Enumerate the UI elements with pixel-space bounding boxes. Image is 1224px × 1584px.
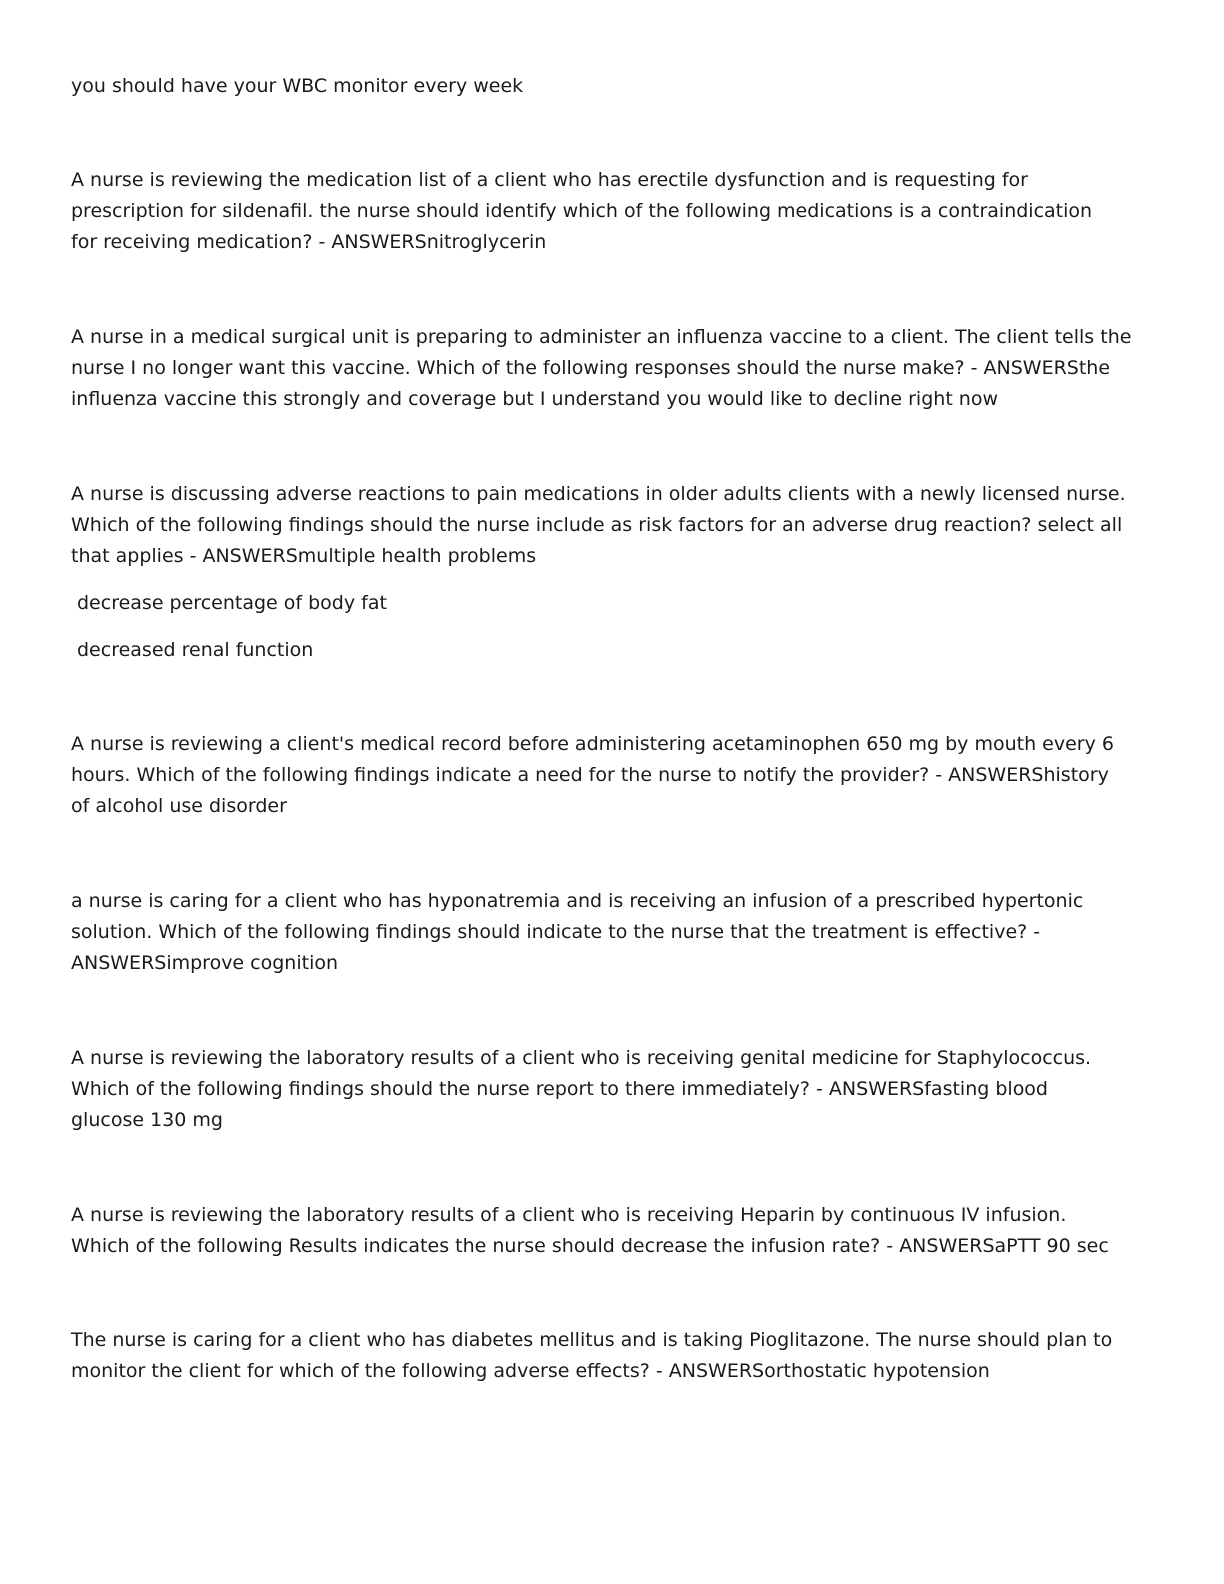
question-4-line-3: of alcohol use disorder [71,795,287,817]
question-3-line-1: A nurse is discussing adverse reactions to pain medications in older adults clients with a newly licensed nurse. [71,483,1126,505]
question-5-line-3: ANSWERSimprove cognition [71,952,339,974]
question-5-line-2: solution. Which of the following findings should indicate to the nurse that the treatment is effective? - [71,921,1041,943]
intro-text [71,71,1151,102]
question-3-line-3: that applies - ANSWERSmultiple health problems [71,545,537,567]
question-1 [71,165,1151,258]
question-3-answer-3: decreased renal function [77,639,314,661]
question-3 [71,479,1151,572]
question-2-line-2: nurse I no longer want this vaccine. Which of the following responses should the nurse make? - ANSWERSthe [71,357,1111,379]
question-8-line-2: monitor the client for which of the following adverse effects? - ANSWERSorthostatic hypotension [71,1360,990,1382]
question-6 [71,1043,1151,1136]
question-4 [71,729,1151,822]
question-1-line-3: for receiving medication? - ANSWERSnitroglycerin [71,231,547,253]
question-6-line-3: glucose 130 mg [71,1109,223,1131]
question-7-line-1: A nurse is reviewing the laboratory results of a client who is receiving Heparin by continuous IV infusion. [71,1204,1067,1226]
question-8 [71,1325,1151,1387]
intro-line: you should have your WBC monitor every week [71,75,524,97]
question-6-line-1: A nurse is reviewing the laboratory results of a client who is receiving genital medicine for Staphylococcus. [71,1047,1092,1069]
question-3-answer-2: decrease percentage of body fat [77,592,387,614]
question-5 [71,886,1151,979]
question-7-line-2: Which of the following Results indicates the nurse should decrease the infusion rate? - ANSWERSaPTT 90 sec [71,1235,1109,1257]
question-2 [71,322,1151,415]
question-1-line-1: A nurse is reviewing the medication list of a client who has erectile dysfunction and is requesting for [71,169,1028,191]
question-2-line-3: influenza vaccine this strongly and coverage but I understand you would like to decline right now [71,388,999,410]
question-1-line-2: prescription for sildenafil. the nurse should identify which of the following medications is a contraindication [71,200,1093,222]
question-7 [71,1200,1151,1262]
question-6-line-2: Which of the following findings should the nurse report to there immediately? - ANSWERSfasting blood [71,1078,1048,1100]
question-4-line-2: hours. Which of the following findings indicate a need for the nurse to notify the provider? - ANSWERShistory [71,764,1109,786]
question-8-line-1: The nurse is caring for a client who has diabetes mellitus and is taking Pioglitazone. The nurse should plan to [71,1329,1113,1351]
question-3-line-2: Which of the following findings should the nurse include as risk factors for an adverse drug reaction? select all [71,514,1123,536]
question-5-line-1: a nurse is caring for a client who has hyponatremia and is receiving an infusion of a prescribed hypertonic [71,890,1084,912]
question-4-line-1: A nurse is reviewing a client's medical record before administering acetaminophen 650 mg by mouth every 6 [71,733,1114,755]
question-2-line-1: A nurse in a medical surgical unit is preparing to administer an influenza vaccine to a client. The client tells the [71,326,1132,348]
